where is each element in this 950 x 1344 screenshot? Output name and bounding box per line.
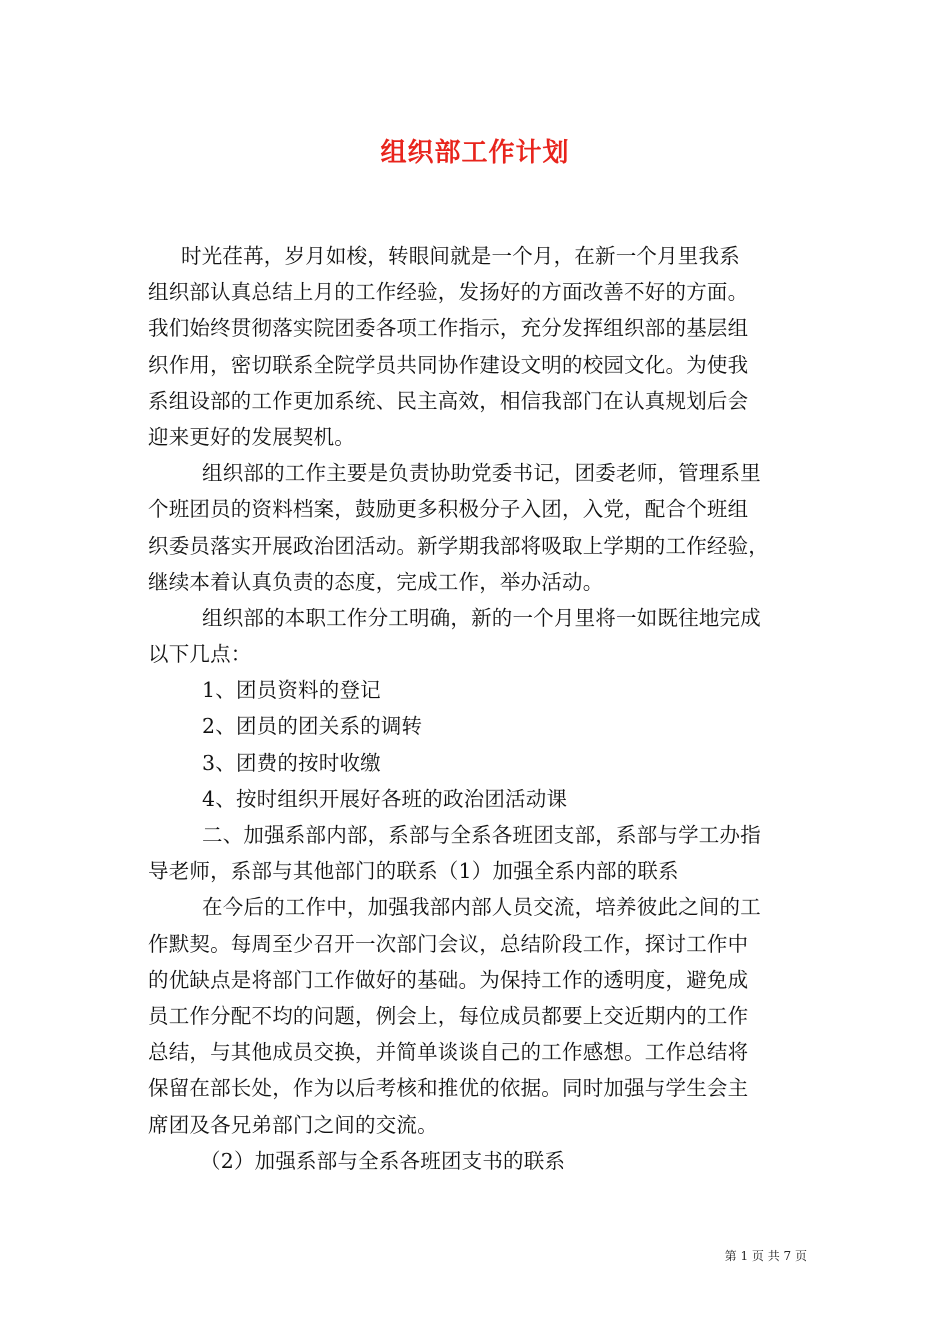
paragraph-line: 迎来更好的发展契机。 <box>148 424 355 449</box>
section-heading-line: 导老师，系部与其他部门的联系（1）加强全系内部的联系 <box>148 859 679 884</box>
document-body <box>148 238 808 1179</box>
list-item: 1、团员资料的登记 <box>202 678 381 703</box>
document-title: 组织部工作计划 <box>380 138 570 168</box>
paragraph-line: 组织部的工作主要是负责协助党委书记，团委老师，管理系里 <box>202 461 761 486</box>
list-item: 2、团员的团关系的调转 <box>202 714 423 739</box>
paragraph-line: 织作用，密切联系全院学员共同协作建设文明的校园文化。为使我 <box>148 352 749 377</box>
paragraph-line: 织委员落实开展政治团活动。新学期我部将吸取上学期的工作经验， <box>148 533 769 558</box>
paragraph-line: 的优缺点是将部门工作做好的基础。为保持工作的透明度，避免成 <box>148 967 749 992</box>
paragraph-line: 组织部的本职工作分工明确，新的一个月里将一如既往地完成 <box>202 605 761 630</box>
paragraph-line: 我们始终贯彻落实院团委各项工作指示，充分发挥组织部的基层组 <box>148 316 749 341</box>
paragraph-line: 席团及各兄弟部门之间的交流。 <box>148 1112 438 1137</box>
paragraph-line: 员工作分配不均的问题，例会上，每位成员都要上交近期内的工作 <box>148 1003 749 1028</box>
paragraph-line: 继续本着认真负责的态度，完成工作，举办活动。 <box>148 569 604 594</box>
paragraph-line: 以下几点： <box>148 642 252 667</box>
paragraph-line: 时光荏苒，岁月如梭，转眼间就是一个月，在新一个月里我系 <box>181 244 740 268</box>
section-heading-line: 二、加强系部内部，系部与全系各班团支部，系部与学工办指 <box>202 823 761 847</box>
list-item: 4、按时组织开展好各班的政治团活动课 <box>202 786 568 811</box>
page-number: 第 1 页 共 7 页 <box>724 1249 807 1263</box>
paragraph-line: 作默契。每周至少召开一次部门会议，总结阶段工作，探讨工作中 <box>148 931 749 956</box>
subsection-heading-line: （2）加强系部与全系各班团支书的联系 <box>200 1148 566 1173</box>
paragraph-line: 在今后的工作中，加强我部内部人员交流，培养彼此之间的工 <box>202 895 761 920</box>
paragraph-line: 组织部认真总结上月的工作经验，发扬好的方面改善不好的方面。 <box>148 280 749 305</box>
paragraph-line: 系组设部的工作更加系统、民主高效，相信我部门在认真规划后会 <box>148 388 749 413</box>
paragraph-line: 保留在部长处，作为以后考核和推优的依据。同时加强与学生会主 <box>148 1076 749 1101</box>
paragraph-line: 个班团员的资料档案，鼓励更多积极分子入团，入党，配合个班组 <box>148 497 749 522</box>
list-item: 3、团费的按时收缴 <box>202 750 381 775</box>
paragraph-line: 总结，与其他成员交换，并简单谈谈自己的工作感想。工作总结将 <box>148 1040 749 1065</box>
